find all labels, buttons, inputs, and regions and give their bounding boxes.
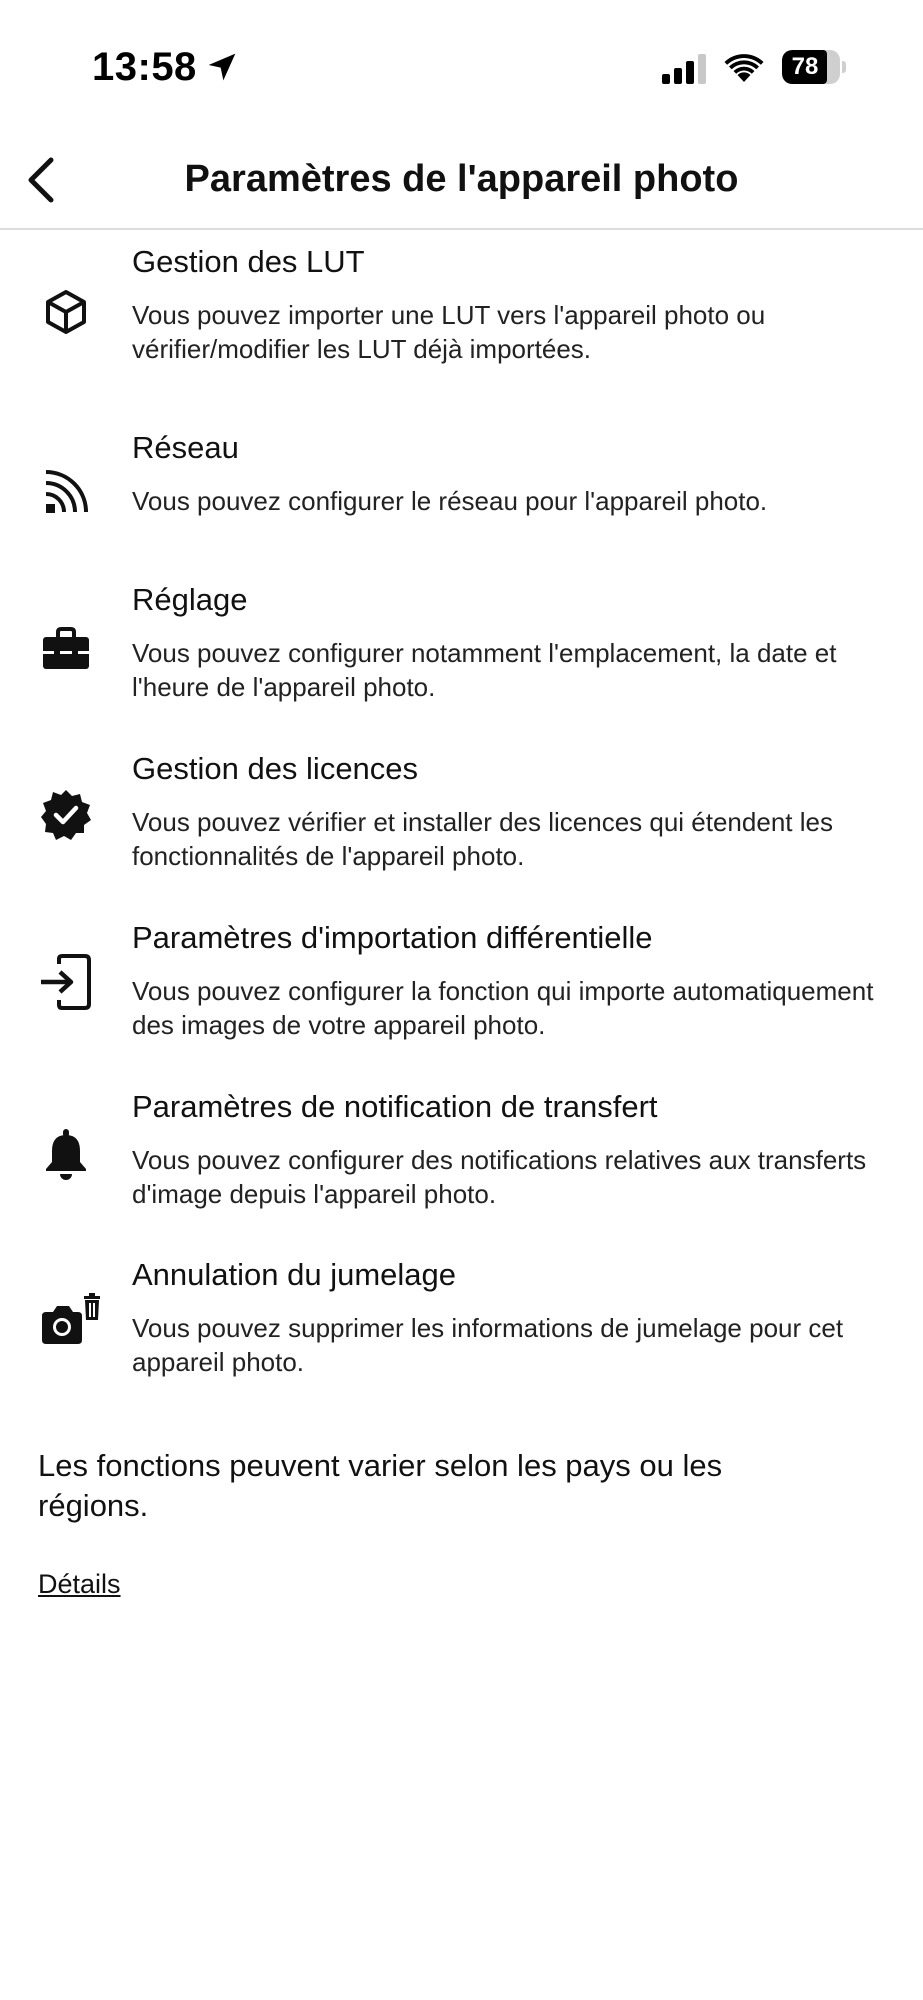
settings-item-description: Vous pouvez configurer des notifications relatives aux transferts d'image depuis l'appareil photo. xyxy=(132,1145,867,1209)
wifi-icon xyxy=(724,52,764,84)
import-icon xyxy=(38,954,94,1010)
settings-item-description: Vous pouvez configurer la fonction qui importe automatiquement des images de votre appareil photo. xyxy=(132,976,874,1040)
verified-badge-icon xyxy=(38,787,94,843)
cellular-signal-icon xyxy=(662,54,708,84)
settings-item-unpair[interactable] xyxy=(0,1245,923,1397)
settings-item-description: Vous pouvez configurer le réseau pour l'appareil photo. xyxy=(132,486,768,516)
toolbox-icon xyxy=(38,622,94,678)
settings-item-title: Paramètres d'importation différentielle xyxy=(132,920,653,955)
settings-item-title: Annulation du jumelage xyxy=(132,1257,457,1292)
settings-item-title: Paramètres de notification de transfert xyxy=(132,1089,658,1124)
settings-item-description: Vous pouvez configurer notamment l'emplacement, la date et l'heure de l'appareil photo. xyxy=(132,638,837,702)
chevron-left-icon xyxy=(23,156,57,204)
status-bar xyxy=(0,0,923,130)
settings-item-description: Vous pouvez importer une LUT vers l'appareil photo ou vérifier/modifier les LUT déjà importées. xyxy=(132,300,766,364)
camera-delete-icon xyxy=(38,1291,104,1347)
settings-item-transfer-notification[interactable] xyxy=(0,1077,923,1229)
settings-item-network[interactable] xyxy=(0,418,923,552)
settings-item-licenses[interactable] xyxy=(0,739,923,891)
navigation-bar xyxy=(0,130,923,230)
status-time: 13:58 xyxy=(92,45,197,89)
settings-item-lut[interactable] xyxy=(0,232,923,400)
cube-icon xyxy=(38,284,94,340)
page-title: Paramètres de l'appareil photo xyxy=(184,158,739,200)
settings-item-setup[interactable] xyxy=(0,570,923,722)
details-link[interactable]: Détails xyxy=(38,1569,121,1599)
settings-item-title: Réseau xyxy=(132,430,239,465)
footer-note: Les fonctions peuvent varier selon les pays ou les régions. xyxy=(38,1448,723,1523)
bell-icon xyxy=(38,1127,94,1183)
settings-item-description: Vous pouvez supprimer les informations de jumelage pour cet appareil photo. xyxy=(132,1313,844,1377)
settings-item-title: Gestion des LUT xyxy=(132,244,365,279)
settings-item-title: Gestion des licences xyxy=(132,751,419,786)
settings-item-differential-import[interactable] xyxy=(0,908,923,1060)
battery-icon xyxy=(782,50,844,84)
battery-level: 78 xyxy=(791,53,819,80)
location-arrow-icon xyxy=(206,50,238,84)
network-icon xyxy=(38,464,94,520)
settings-item-title: Réglage xyxy=(132,582,248,617)
settings-item-description: Vous pouvez vérifier et installer des licences qui étendent les fonctionnalités de l'appareil photo. xyxy=(132,807,833,871)
back-button[interactable] xyxy=(10,150,70,210)
